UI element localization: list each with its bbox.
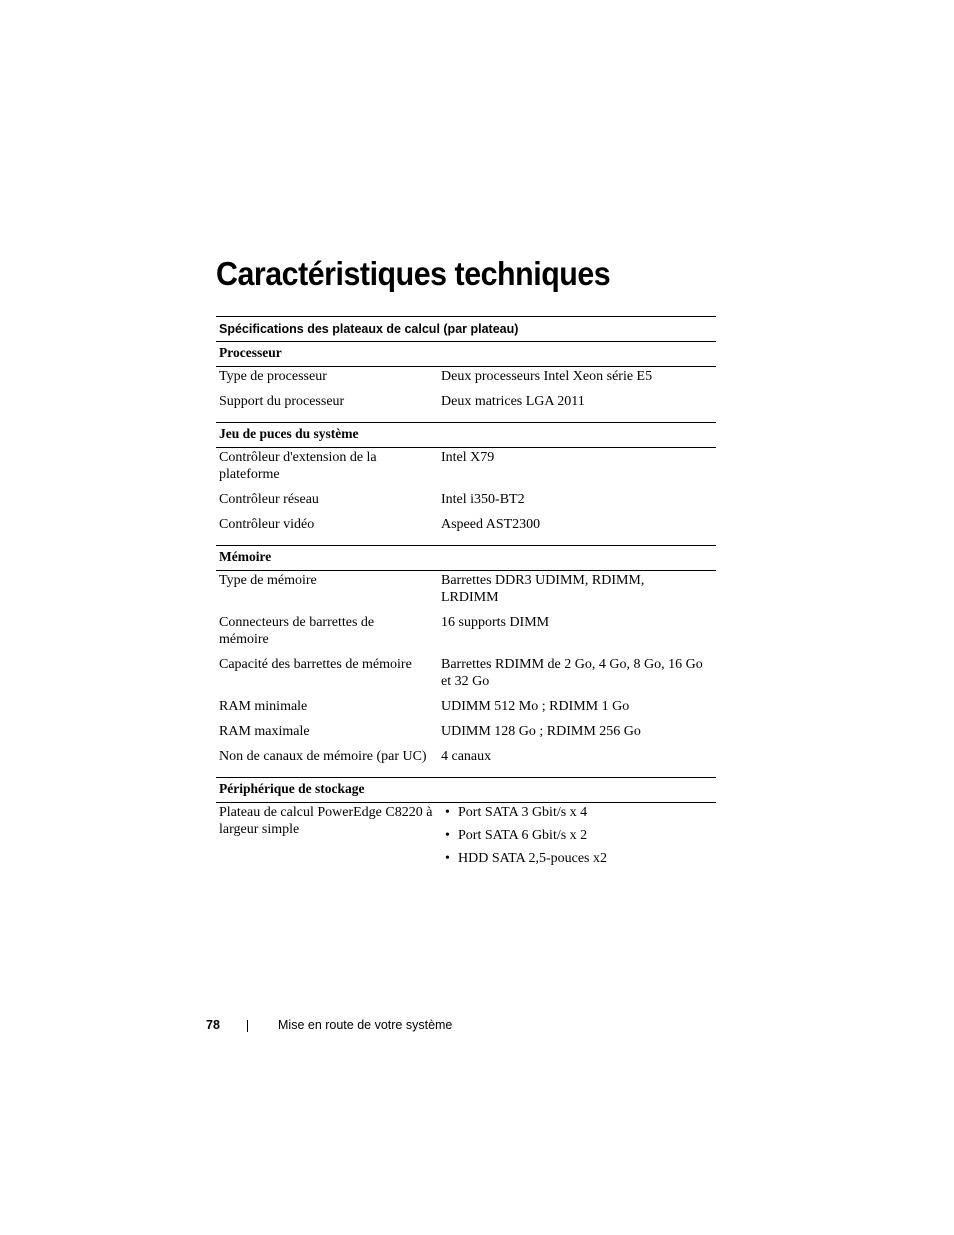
table-row: [216, 368, 716, 393]
row-label: Connecteurs de barrettes de mémoire: [219, 615, 375, 647]
row-value: Intel i350-BT2: [441, 492, 525, 507]
list-item-text: Port SATA 3 Gbit/s x 4: [458, 805, 588, 820]
section-chipset: [216, 422, 716, 545]
list-item: [441, 804, 716, 821]
row-label: RAM maximale: [219, 724, 310, 739]
section-heading: Jeu de puces du système: [216, 422, 716, 448]
row-label: Contrôleur vidéo: [219, 517, 315, 532]
page-number: 78: [206, 1018, 220, 1032]
footer-separator: [247, 1020, 248, 1032]
row-label: Contrôleur d'extension de la plateforme: [219, 450, 377, 482]
row-value: 4 canaux: [441, 749, 492, 764]
row-label: Capacité des barrettes de mémoire: [219, 657, 412, 672]
table-row: [216, 698, 716, 723]
page-title: Caractéristiques techniques: [216, 255, 611, 292]
section-heading: Périphérique de stockage: [216, 777, 716, 803]
table-row: [216, 449, 716, 491]
table-row: [216, 804, 716, 881]
row-label: RAM minimale: [219, 699, 308, 714]
row-label: Type de processeur: [219, 369, 327, 384]
row-value: Intel X79: [441, 450, 495, 465]
table-row: [216, 748, 716, 773]
row-label: Non de canaux de mémoire (par UC): [219, 749, 427, 764]
section-storage: [216, 777, 716, 881]
table-row: [216, 723, 716, 748]
row-label: Support du processeur: [219, 394, 345, 409]
footer-doc-title: Mise en route de votre système: [278, 1018, 453, 1032]
table-row: [216, 614, 716, 656]
storage-list: [441, 804, 716, 867]
bullet-icon: •: [445, 805, 450, 820]
spec-table: [216, 316, 716, 881]
row-value: Deux processeurs Intel Xeon série E5: [441, 369, 653, 384]
row-label: Contrôleur réseau: [219, 492, 319, 507]
table-row: [216, 572, 716, 614]
bullet-icon: •: [445, 851, 450, 866]
list-item: [441, 827, 716, 844]
list-item: [441, 850, 716, 867]
table-row: [216, 656, 716, 698]
row-label: Plateau de calcul PowerEdge C8220 à largeur simple: [219, 805, 433, 837]
section-heading: Mémoire: [216, 545, 716, 571]
row-value: Barrettes DDR3 UDIMM, RDIMM, LRDIMM: [441, 573, 645, 605]
list-item-text: Port SATA 6 Gbit/s x 2: [458, 828, 588, 843]
page-footer: [0, 1016, 954, 1034]
section-heading: Processeur: [216, 342, 716, 367]
row-value: Deux matrices LGA 2011: [441, 394, 585, 409]
section-processor: [216, 342, 716, 422]
table-row: [216, 516, 716, 541]
row-value: UDIMM 128 Go ; RDIMM 256 Go: [441, 724, 641, 739]
list-item-text: HDD SATA 2,5-pouces x2: [458, 851, 607, 866]
row-value: UDIMM 512 Mo ; RDIMM 1 Go: [441, 699, 630, 714]
bullet-icon: •: [445, 828, 450, 843]
row-value: Aspeed AST2300: [441, 517, 541, 532]
table-row: [216, 393, 716, 418]
row-label: Type de mémoire: [219, 573, 317, 588]
row-value: Barrettes RDIMM de 2 Go, 4 Go, 8 Go, 16 Go et 32 Go: [441, 657, 703, 689]
table-row: [216, 491, 716, 516]
table-header: Spécifications des plateaux de calcul (par plateau): [216, 316, 716, 342]
section-memory: [216, 545, 716, 777]
row-value: [441, 804, 716, 873]
row-value: 16 supports DIMM: [441, 615, 550, 630]
